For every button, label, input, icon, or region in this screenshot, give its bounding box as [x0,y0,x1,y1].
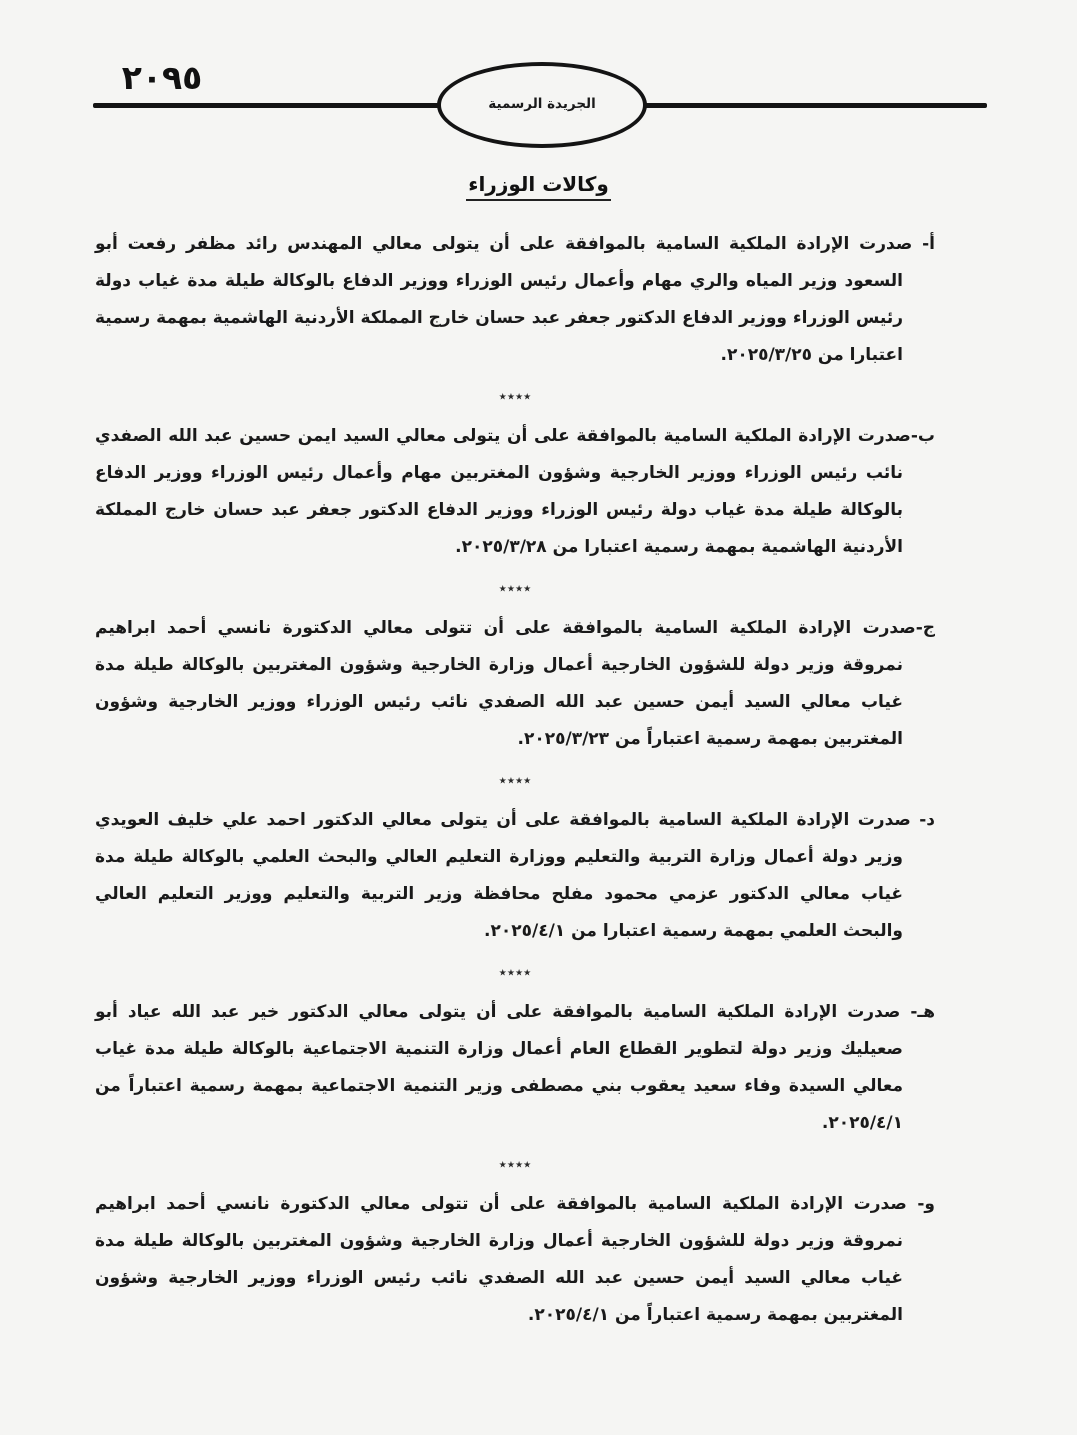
entry-paragraph [95,1186,935,1334]
entries-list [95,226,935,1334]
entry-paragraph [95,226,935,374]
entry-a [95,226,935,374]
entry-label: د- [919,810,935,830]
section-title-wrap [0,172,1077,201]
entry-text: صدرت الإرادة الملكية السامية بالموافقة على أن يتولى معالي السيد ايمن حسين عبد الله الصفدي نائب رئيس الوزراء ووزير الخارجية وشؤون المغتربين مهام وأعمال رئيس الوزراء ووزير الدفاع بالوكالة طيلة مدة غياب دولة رئيس الوزراء ووزير الدفاع الدكتور جعفر عبد حسان خارج المملكة الأردنية الهاشمية بمهمة رسمية اعتبارا من ٢٠٢٥/٣/٢٨. [95,426,911,557]
entry-w [95,1186,935,1334]
entry-paragraph [95,418,935,566]
entry-text: صدرت الإرادة الملكية السامية بالموافقة على أن تتولى معالي الدكتورة نانسي أحمد ابراهيم نمروقة وزير دولة للشؤون الخارجية أعمال وزارة الخارجية وشؤون المغتربين بالوكالة طيلة مدة غياب معالي السيد أيمن حسين عبد الله الصفدي نائب رئيس الوزراء ووزير الخارجية وشؤون المغتربين بمهمة رسمية اعتباراً من ٢٠٢٥/٣/٢٣. [95,618,916,749]
entry-paragraph [95,802,935,950]
section-separator: ٭٭٭٭ [498,963,532,981]
entry-paragraph [95,610,935,758]
section-separator: ٭٭٭٭ [498,771,532,789]
entry-label: هـ- [910,1002,935,1022]
entry-text: صدرت الإرادة الملكية السامية بالموافقة على أن تتولى معالي الدكتورة نانسي أحمد ابراهيم نمروقة وزير دولة للشؤون الخارجية أعمال وزارة الخارجية وشؤون المغتربين بالوكالة طيلة مدة غياب معالي السيد أيمن حسين عبد الله الصفدي نائب رئيس الوزراء ووزير الخارجية وشؤون المغتربين بمهمة رسمية اعتباراً من ٢٠٢٥/٤/١. [95,1194,907,1325]
gazette-oval-seal [437,62,647,148]
entry-d [95,802,935,950]
entry-label: ب- [910,426,935,446]
entry-j [95,610,935,758]
entry-text: صدرت الإرادة الملكية السامية بالموافقة على أن يتولى معالي المهندس رائد مظفر رفعت أبو السعود وزير المياه والري مهام وأعمال رئيس الوزراء ووزير الدفاع بالوكالة طيلة مدة غياب دولة رئيس الوزراء ووزير الدفاع الدكتور جعفر عبد حسان خارج المملكة الأردنية الهاشمية بمهمة رسمية اعتبارا من ٢٠٢٥/٣/٢٥. [95,234,913,365]
entry-h [95,994,935,1142]
page-number: ٢٠٩٥ [121,58,203,97]
entry-text: صدرت الإرادة الملكية السامية بالموافقة على أن يتولى معالي الدكتور خير عبد الله عياد أبو صعيليك وزير دولة لتطوير القطاع العام أعمال وزارة التنمية الاجتماعية بالوكالة طيلة مدة غياب معالي السيدة وفاء سعيد يعقوب بني مصطفى وزير التنمية الاجتماعية بمهمة رسمية اعتباراً من ٢٠٢٥/٤/١. [95,1002,903,1133]
section-separator: ٭٭٭٭ [498,579,532,597]
section-separator: ٭٭٭٭ [498,387,532,405]
entry-b [95,418,935,566]
entry-label: ج- [915,618,935,638]
gazette-name: الجريدة الرسمية [488,96,596,112]
section-separator: ٭٭٭٭ [498,1155,532,1173]
entry-label: و- [917,1194,935,1214]
section-title: وكالات الوزراء [466,172,611,201]
entry-paragraph [95,994,935,1142]
entry-text: صدرت الإرادة الملكية السامية بالموافقة على أن يتولى معالي الدكتور احمد علي خليف العويدي وزير دولة أعمال وزارة التربية والتعليم ووزارة التعليم العالي والبحث العلمي بالوكالة طيلة مدة غياب معالي الدكتور عزمي محمود مفلح محافظة وزير التربية والتعليم ووزير التعليم العالي والبحث العلمي بمهمة رسمية اعتبارا من ٢٠٢٥/٤/١. [95,810,911,941]
entry-label: أ- [922,234,936,254]
